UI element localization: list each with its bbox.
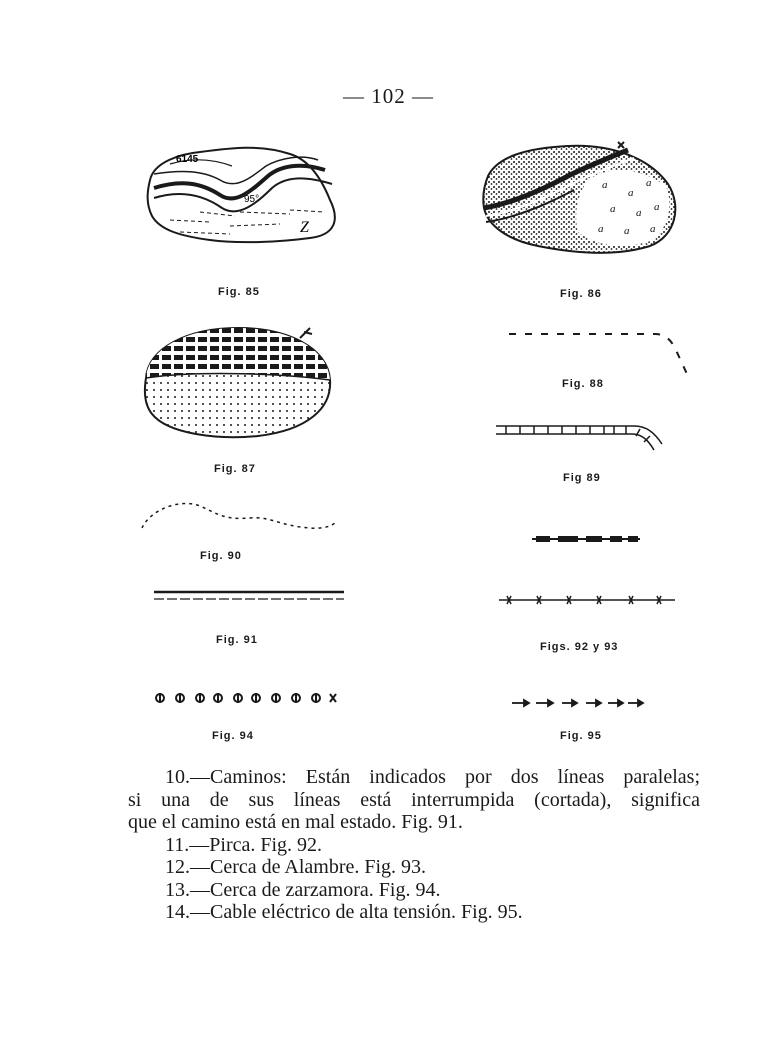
fig85-mark: Z xyxy=(300,219,309,236)
figure-90-illustration xyxy=(140,498,340,538)
fig86-symbol: a xyxy=(646,177,652,189)
fig85-inner-label: 6145 xyxy=(176,154,199,165)
figure-89-illustration xyxy=(494,420,674,454)
figure-93-illustration xyxy=(497,593,677,607)
page-number: — 102 — xyxy=(343,84,434,108)
item-12: 12.—Cerca de Alambre. Fig. 93. xyxy=(165,856,427,878)
item-10-line-1: 10.—Caminos: Están indicados por dos líneas paralelas; xyxy=(165,766,700,788)
caption-fig-91: Fig. 91 xyxy=(216,634,258,646)
item-14: 14.—Cable eléctrico de alta tensión. Fig. 95. xyxy=(165,901,523,923)
caption-fig-86: Fig. 86 xyxy=(560,288,602,300)
caption-fig-89: Fig 89 xyxy=(563,472,601,484)
fig86-symbol: a xyxy=(636,207,642,219)
figure-95-illustration xyxy=(510,697,646,709)
fig86-symbol: a xyxy=(610,203,616,215)
fig86-symbol: a xyxy=(628,187,634,199)
legend-text xyxy=(128,766,700,924)
item-10-line-2: si una de sus líneas está interrumpida (cortada), significa xyxy=(128,788,700,811)
caption-fig-90: Fig. 90 xyxy=(200,550,242,562)
item-13: 13.—Cerca de zarzamora. Fig. 94. xyxy=(165,878,441,901)
fig86-symbol: a xyxy=(624,225,630,237)
figure-86-illustration xyxy=(478,136,683,261)
figure-91-illustration xyxy=(152,588,348,604)
figure-92-illustration xyxy=(530,534,642,544)
figure-85-illustration xyxy=(140,140,345,248)
fig86-symbol: a xyxy=(654,201,660,213)
caption-fig-94: Fig. 94 xyxy=(212,730,254,742)
fig86-symbol: a xyxy=(602,179,608,191)
caption-fig-85: Fig. 85 xyxy=(218,286,260,298)
item-10-line-3: que el camino está en mal estado. Fig. 91. xyxy=(128,811,463,833)
figure-88-illustration xyxy=(505,326,695,378)
caption-fig-88: Fig. 88 xyxy=(562,378,604,390)
figure-94-illustration xyxy=(152,690,342,706)
fig85-contour-label: 95° xyxy=(244,194,260,205)
fig86-symbol: a xyxy=(598,223,604,235)
figure-87-illustration xyxy=(138,318,338,448)
caption-fig-95: Fig. 95 xyxy=(560,730,602,742)
fig86-symbol: a xyxy=(650,223,656,235)
item-11: 11.—Pirca. Fig. 92. xyxy=(165,833,323,856)
caption-fig-87: Fig. 87 xyxy=(214,463,256,475)
caption-figs-92-93: Figs. 92 y 93 xyxy=(540,641,619,653)
